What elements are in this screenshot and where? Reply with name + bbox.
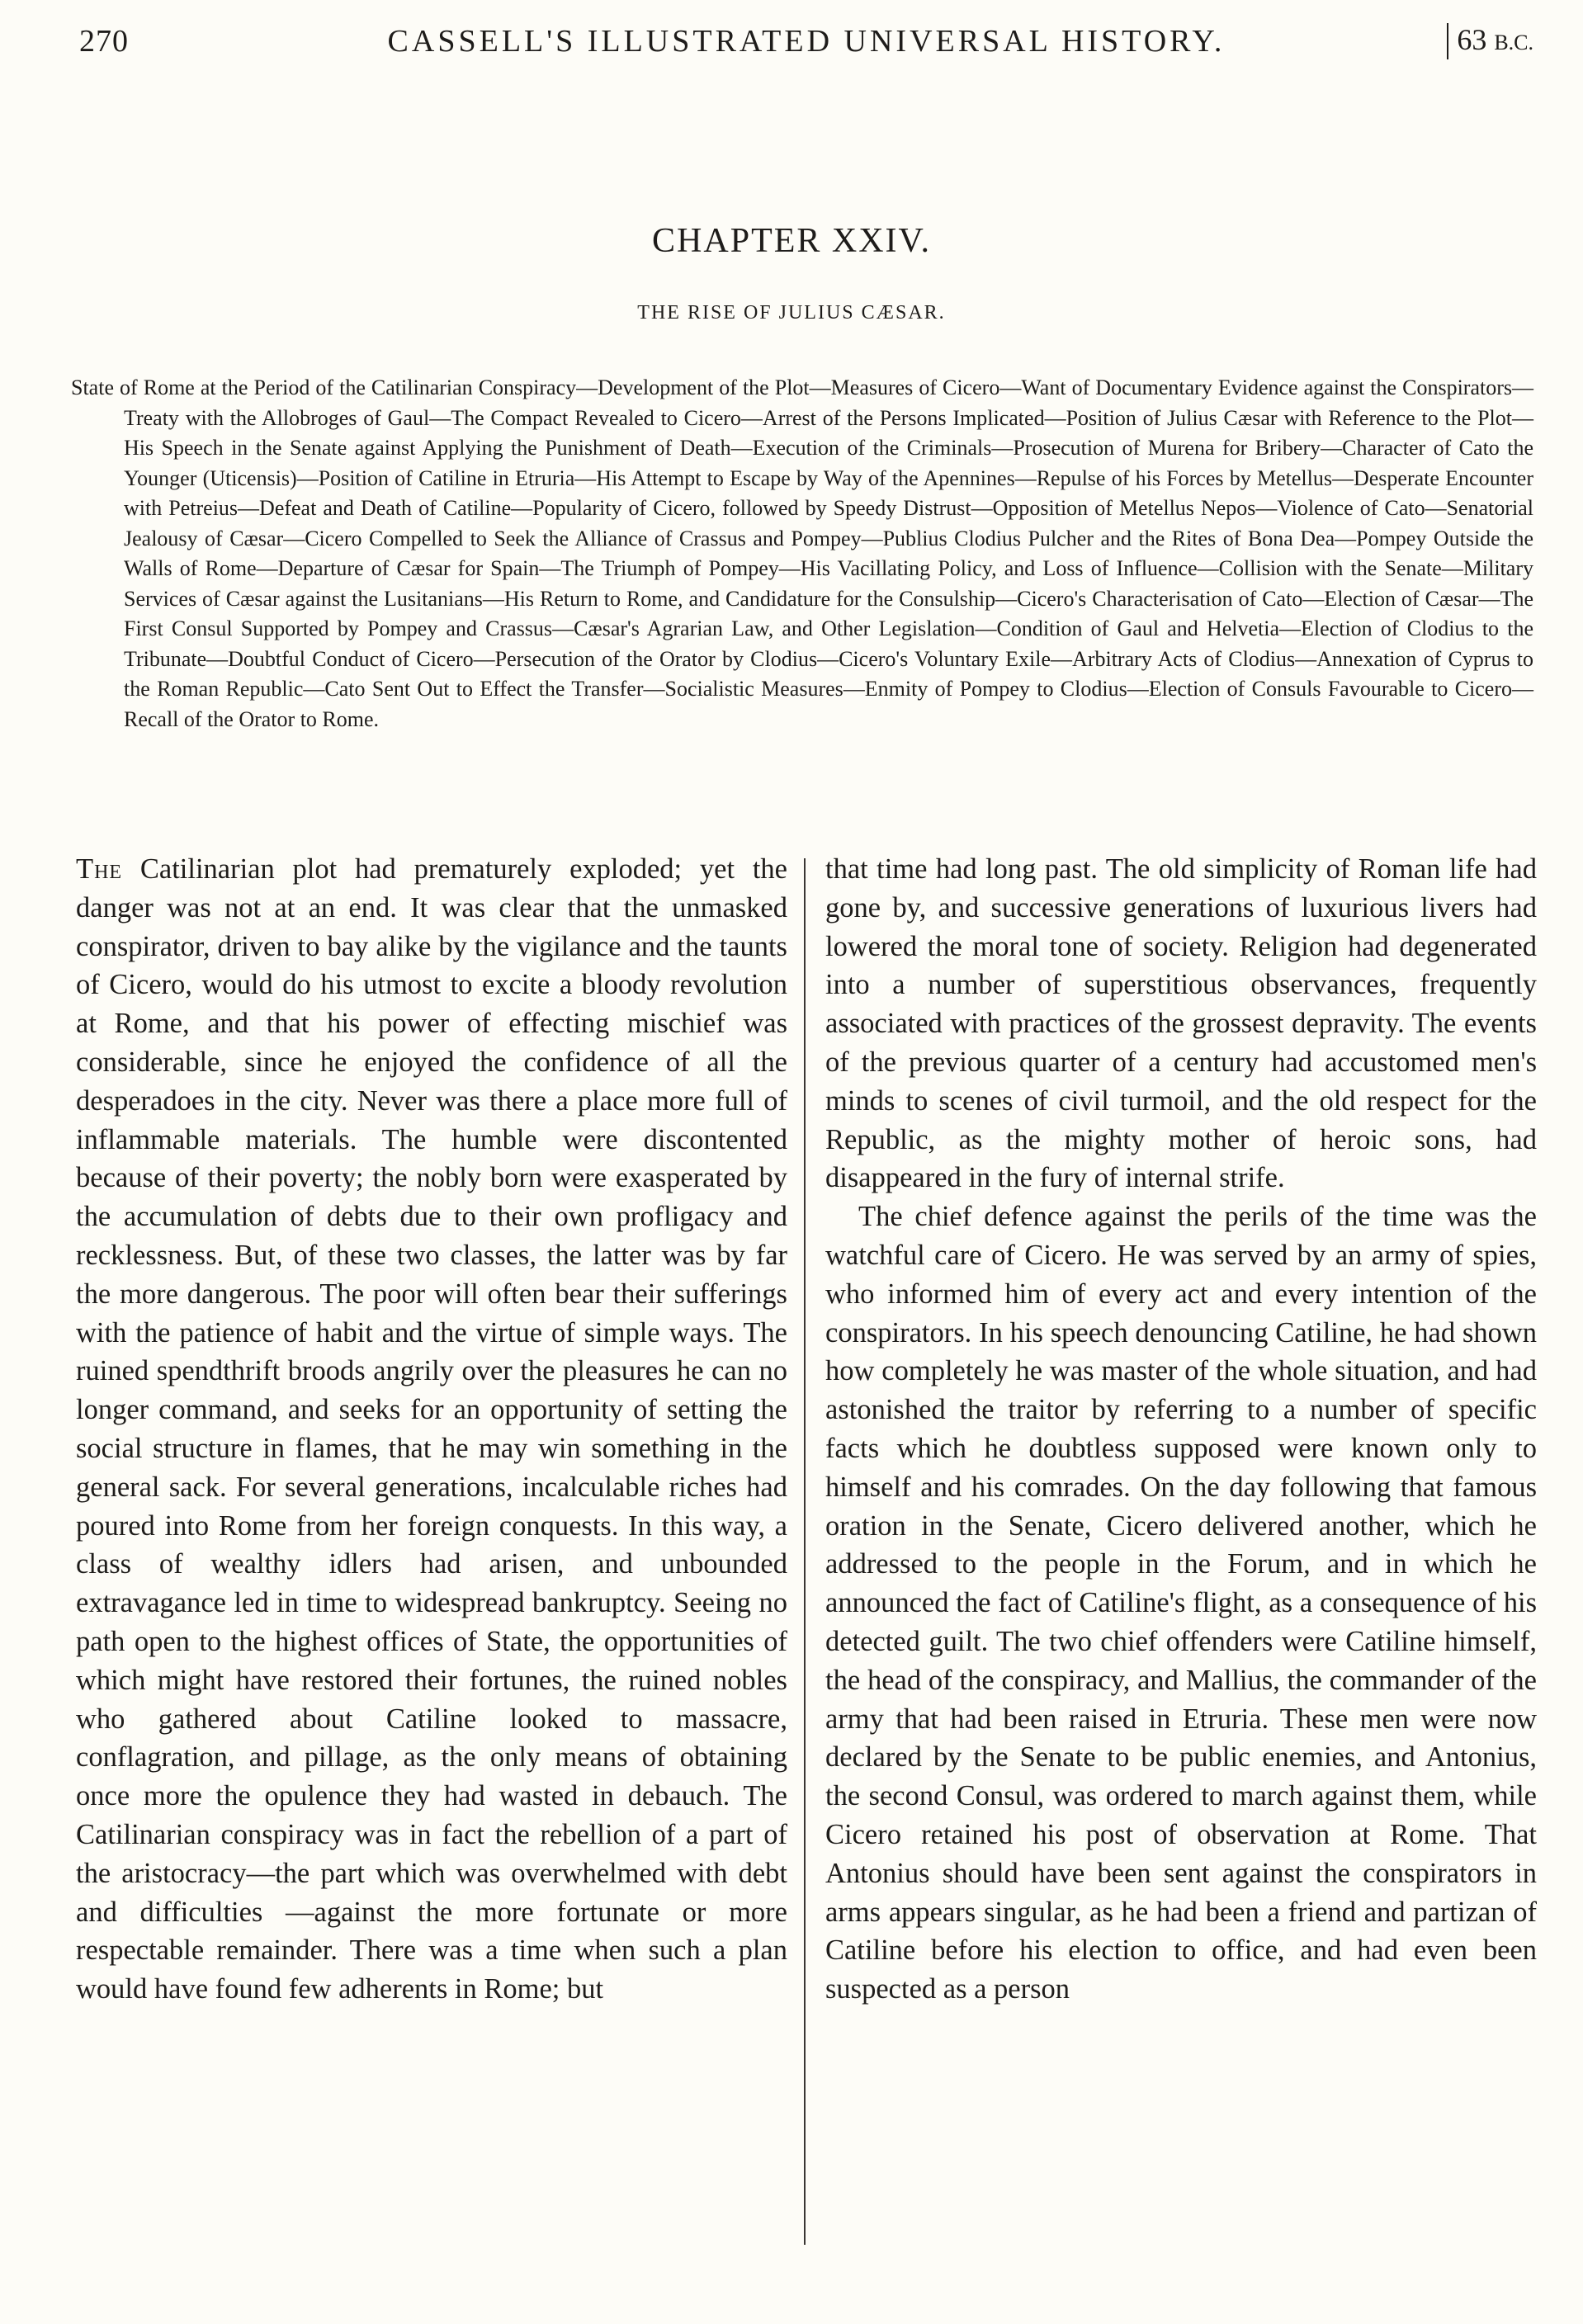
column-divider bbox=[804, 858, 806, 2245]
paragraph-text: Catilinarian plot had prematurely exploded; yet the danger was not at an end. It was clear that the unmasked conspirator, driven to bay alike by the vigilance and the taunts of Cicero, would do his utmost to excite a bloody revolution at Rome, and that his power of effecting mischief was considerable, since he enjoyed the confidence of all the desperadoes in the city. Never was there a place more full of inflammable materials. The humble were discontented because of their poverty; the nobly born were exasperated by the accumulation of debts due to their own profligacy and recklessness. But, of these two classes, the latter was by far the more dangerous. The poor will often bear their sufferings with the patience of habit and the virtue of simple ways. The ruined spendthrift broods angrily over the pleasures he can no longer command, and seeks for an opportunity of setting the social structure in flames, that he may win something in the general sack. For several generations, incalculable riches had poured into Rome from her foreign conquests. In this way, a class of wealthy idlers had arisen, and unbounded extravagance led in time to widespread bankruptcy. Seeing no path open to the highest offices of State, the opportunities of which might have restored their fortunes, the ruined nobles who gathered about Catiline looked to massacre, conflagration, and pillage, as the only means of obtaining once more the opulence they had wasted in debauch. The Catilinarian conspiracy was in fact the rebellion of a part of the aristocracy—the part which was overwhelmed with debt and difficulties —against the more fortunate or more respectable remainder. There was a time when such a plan would have found few adherents in Rome; but bbox=[76, 853, 787, 2005]
paragraph: The chief defence against the perils of the time was the watchful care of Cicero. He was served by an army of spies, who informed him of every act and every intention of the conspirators. In his speech denouncing Catiline, he had shown how completely he was master of the whole situation, and had astonished the traitor by referring to a number of specific facts which he doubtless supposed were known only to himself and his comrades. On the day following that famous oration in the Senate, Cicero delivered another, which he addressed to the people in the Forum, and in which he announced the fact of Catiline's flight, as a consequence of his detected guilt. The two chief offenders were Catiline himself, the head of the conspiracy, and Mallius, the commander of the army that had been raised in Etruria. These men were now declared by the Senate to be public enemies, and Antonius, the second Consul, was ordered to march against them, while Cicero retained his post of observation at Rome. That Antonius should have been sent against the conspirators in arms appears singular, as he had been a friend and partizan of Catiline before his election to office, and had even been suspected as a person bbox=[825, 1201, 1537, 2005]
running-title: CASSELL'S ILLUSTRATED UNIVERSAL HISTORY. bbox=[387, 24, 1226, 59]
chapter-subtitle: THE RISE OF JULIUS CÆSAR. bbox=[637, 302, 946, 324]
date-number: 63 bbox=[1457, 23, 1487, 56]
paragraph bbox=[76, 850, 787, 2009]
page-number: 270 bbox=[79, 24, 129, 59]
left-column bbox=[76, 850, 787, 2009]
date-suffix: B.C. bbox=[1494, 31, 1533, 54]
date-marker bbox=[1447, 23, 1533, 59]
chapter-synopsis: State of Rome at the Period of the Catilinarian Conspiracy—Development of the Plot—Measures of Cicero—Want of Documentary Evidence against the Conspirators—Treaty with the Allobroges of Gaul—The Compact Revealed to Cicero—Arrest of the Persons Implicated—Position of Julius Cæsar with Reference to the Plot—His Speech in the Senate against Applying the Punishment of Death—Execution of the Criminals—Prosecution of Murena for Bribery—Character of Cato the Younger (Uticensis)—Position of Catiline in Etruria—His Attempt to Escape by Way of the Apennines—Repulse of his Forces by Metellus—Desperate Encounter with Petreius—Defeat and Death of Catiline—Popularity of Cicero, followed by Speedy Distrust—Opposition of Metellus Nepos—Violence of Cato—Senatorial Jealousy of Cæsar—Cicero Compelled to Seek the Alliance of Crassus and Pompey—Publius Clodius Pulcher and the Rites of Bona Dea—Pompey Outside the Walls of Rome—Departure of Cæsar for Spain—The Triumph of Pompey—His Vacillating Policy, and Loss of Influence—Collision with the Senate—Military Services of Cæsar against the Lusitanians—His Return to Rome, and Candidature for the Consulship—Cicero's Characterisation of Cato—Election of Cæsar—The First Consul Supported by Pompey and Crassus—Cæsar's Agrarian Law, and Other Legislation—Condition of Gaul and Helvetia—Election of Clodius to the Tribunate—Doubtful Conduct of Cicero—Persecution of the Orator by Clodius—Cicero's Voluntary Exile—Arbitrary Acts of Clodius—Annexation of Cyprus to the Roman Republic—Cato Sent Out to Effect the Transfer—Socialistic Measures—Enmity of Pompey to Clodius—Election of Consuls Favourable to Cicero—Recall of the Orator to Rome. bbox=[71, 376, 1533, 731]
lead-word: The bbox=[76, 853, 123, 885]
running-head bbox=[79, 23, 1533, 73]
paragraph: that time had long past. The old simplicity of Roman life had gone by, and successive generations of luxurious livers had lowered the moral tone of society. Religion had degenerated into a number of superstitious observances, frequently associated with practices of the grossest depravity. The events of the previous quarter of a century had accustomed men's minds to scenes of civil turmoil, and the old respect for the Republic, as the mighty mother of heroic sons, had disappeared in the fury of internal strife. bbox=[825, 853, 1537, 1194]
right-column bbox=[825, 850, 1537, 2009]
chapter-title: CHAPTER XXIV. bbox=[652, 222, 931, 260]
